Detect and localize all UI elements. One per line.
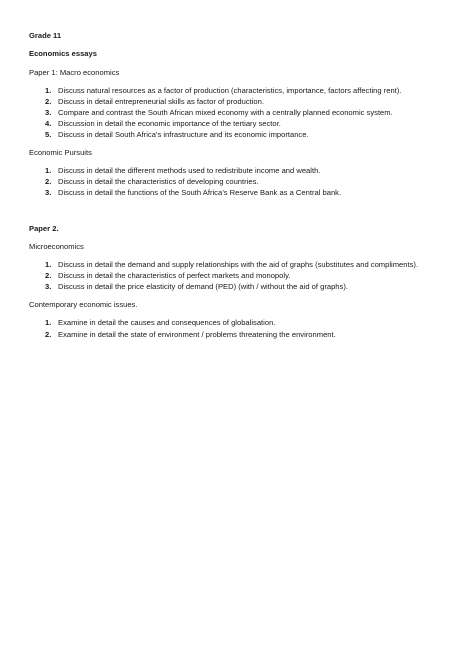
list-text: Discussion in detail the economic importance of the tertiary sector. <box>58 119 281 128</box>
grade-heading: Grade 11 <box>29 31 62 40</box>
list-text: Discuss in detail South Africa’s infrastructure and its economic importance. <box>58 130 309 139</box>
list-number: 5. <box>45 130 52 139</box>
list-text: Discuss in detail the demand and supply relationships with the aid of graphs (substitutes and compliments). <box>58 260 419 269</box>
contemporary-issues-heading: Contemporary economic issues. <box>29 300 138 309</box>
list-text: Discuss in detail the different methods used to redistribute income and wealth. <box>58 166 321 175</box>
list-text: Compare and contrast the South African mixed economy with a centrally planned economic system. <box>58 108 393 117</box>
list-number: 2. <box>45 177 52 186</box>
list-text: Discuss natural resources as a factor of production (characteristics, importance, factors affecting rent). <box>58 86 402 95</box>
list-text: Discuss in detail the characteristics of perfect markets and monopoly. <box>58 271 291 280</box>
list-text: Examine in detail the state of environment / problems threatening the environment. <box>58 330 336 339</box>
list-number: 1. <box>45 86 52 95</box>
list-number: 2. <box>45 330 52 339</box>
list-number: 4. <box>45 119 52 128</box>
document-title: Economics essays <box>29 49 97 58</box>
list-number: 1. <box>45 166 52 175</box>
microeconomics-heading: Microeconomics <box>29 242 84 251</box>
list-number: 1. <box>45 318 52 327</box>
list-text: Discuss in detail the price elasticity of demand (PED) (with / without the aid of graphs). <box>58 282 348 291</box>
list-number: 3. <box>45 282 52 291</box>
list-number: 2. <box>45 97 52 106</box>
list-number: 2. <box>45 271 52 280</box>
list-text: Discuss in detail the functions of the South Africa’s Reserve Bank as a Central bank. <box>58 188 342 197</box>
list-text: Examine in detail the causes and consequences of globalisation. <box>58 318 276 327</box>
list-number: 3. <box>45 108 52 117</box>
list-number: 3. <box>45 188 52 197</box>
list-text: Discuss in detail the characteristics of developing countries. <box>58 177 259 186</box>
economic-pursuits-heading: Economic Pursuits <box>29 148 92 157</box>
list-number: 1. <box>45 260 52 269</box>
paper1-heading: Paper 1: Macro economics <box>29 68 120 77</box>
paper2-heading: Paper 2. <box>29 224 59 233</box>
list-text: Discuss in detail entrepreneurial skills as factor of production. <box>58 97 264 106</box>
